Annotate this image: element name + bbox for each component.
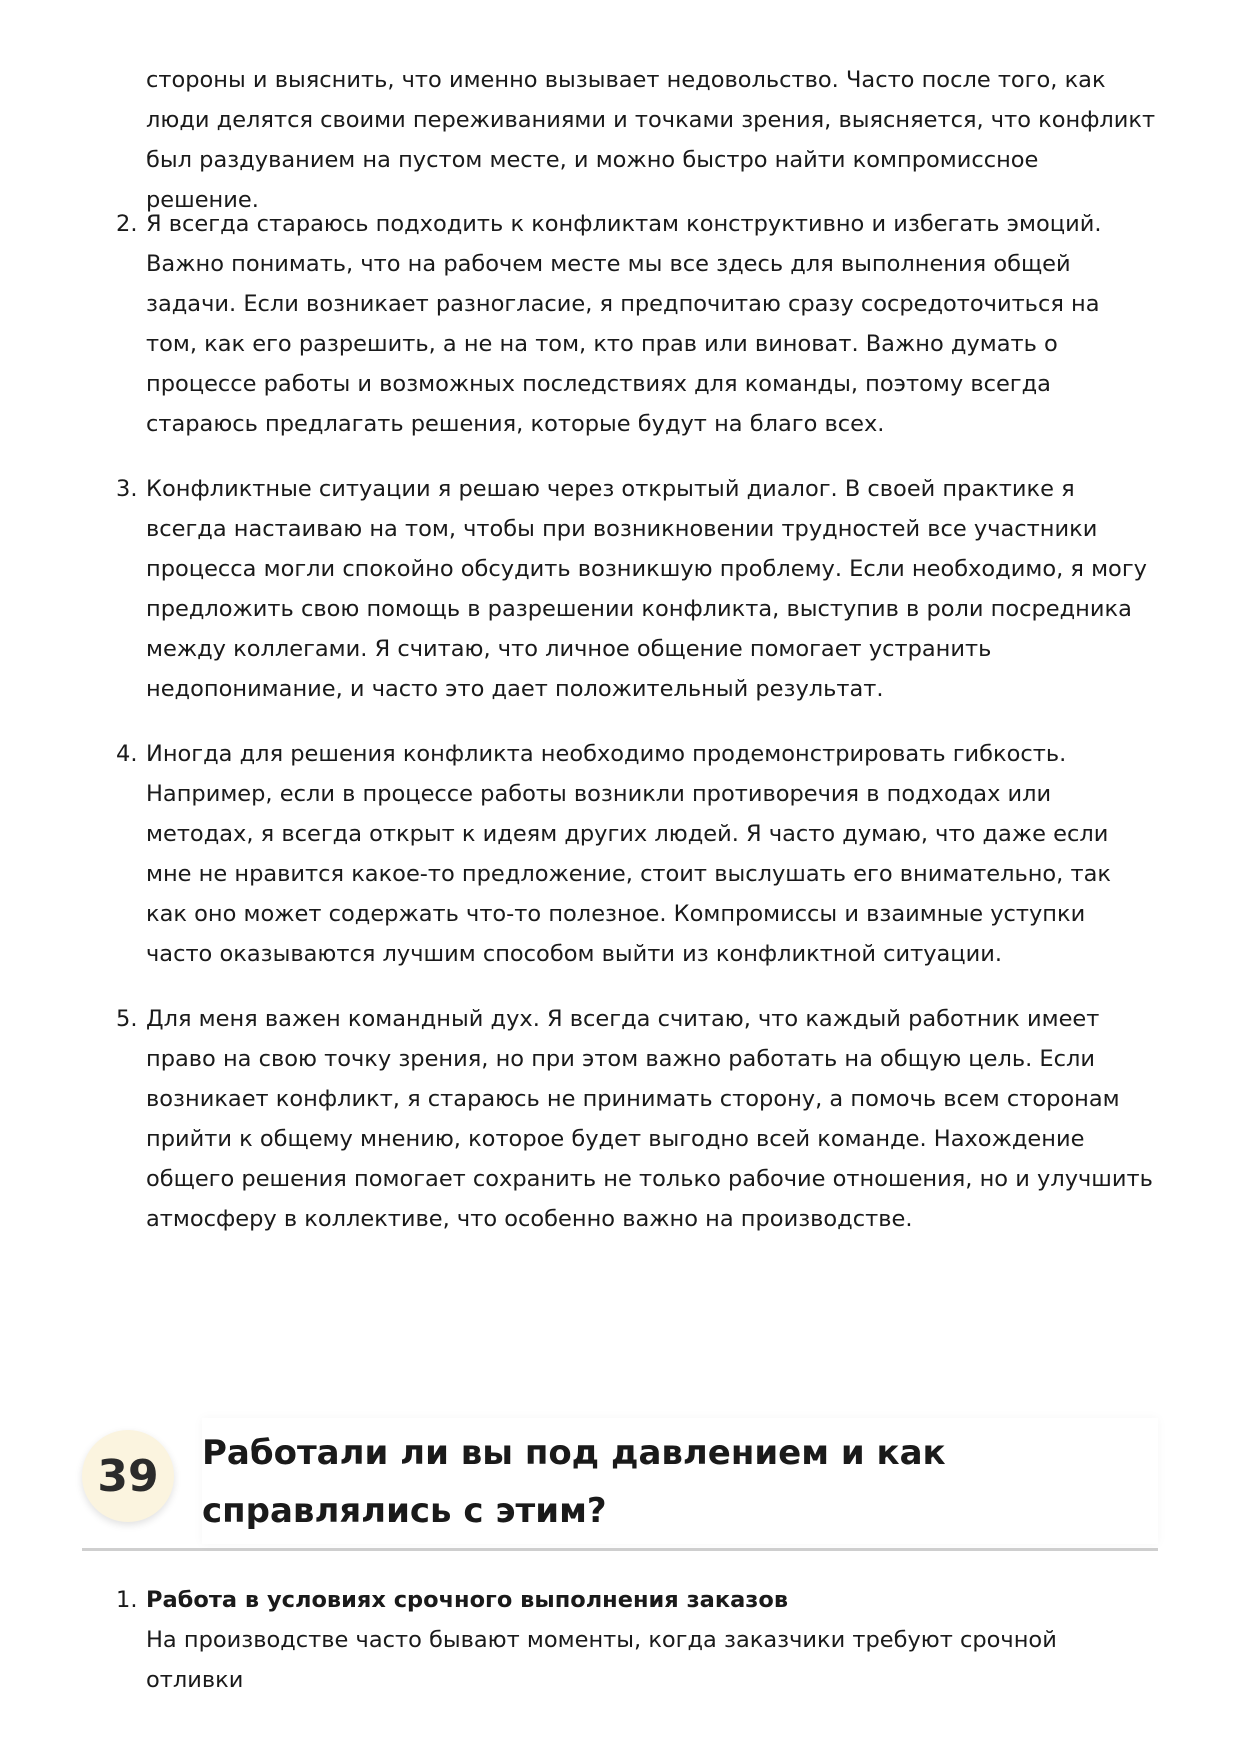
list-item [106,469,1156,709]
list-item-text: Для меня важен командный дух. Я всегда считаю, что каждый работник имеет право на свою точку зрения, но при этом важно работать на общую цель. Если возникает конфликт, я стараюсь не принимать сторону, а помочь всем сторонам прийти к общему мнению, которое будет выгодно всей команде. Нахождение общего решения помогает сохранить не только рабочие отношения, но и улучшить атмосферу в коллективе, что особенно важно на производстве. [146,1006,1153,1232]
question-title-box [202,1418,1158,1544]
list-item [106,204,1156,444]
list-item-text: На производстве часто бывают моменты, когда заказчики требуют срочной отливки [146,1627,1057,1693]
question-number-badge: 39 [82,1430,174,1522]
question-header [82,1418,1158,1551]
list-item [106,734,1156,974]
list-item-text: Конфликтные ситуации я решаю через открытый диалог. В своей практике я всегда настаиваю на том, чтобы при возникновении трудностей все участники процесса могли спокойно обсудить возникшую проблему. Если необходимо, я могу предложить свою помощь в разрешении конфликта, выступив в роли посредника между коллегами. Я считаю, что личное общение помогает устранить недопонимание, и часто это дает положительный результат. [146,476,1147,702]
next-answers-list [106,1580,1156,1700]
list-item-number: 3. [116,476,138,502]
list-item-number: 1. [116,1587,138,1613]
list-item-number: 4. [116,741,138,767]
continued-answer-text: стороны и выяснить, что именно вызывает недовольство. Часто после того, как люди делятся своими переживаниями и точками зрения, выясняется, что конфликт был раздуванием на пустом месте, и можно быстро найти компромиссное решение. [146,67,1156,213]
answers-list [106,204,1156,1264]
list-item-text: Я всегда стараюсь подходить к конфликтам конструктивно и избегать эмоций. Важно понимать, что на рабочем месте мы все здесь для выполнения общей задачи. Если возникает разногласие, я предпочитаю сразу сосредоточиться на том, как его разрешить, а не на том, кто прав или виноват. Важно думать о процессе работы и возможных последствиях для команды, поэтому всегда стараюсь предлагать решения, которые будут на благо всех. [146,211,1102,437]
list-item [106,999,1156,1239]
list-item-text: Иногда для решения конфликта необходимо продемонстрировать гибкость. Например, если в процессе работы возникли противоречия в подходах или методах, я всегда открыт к идеям других людей. Я часто думаю, что даже если мне не нравится какое-то предложение, стоит выслушать его внимательно, так как оно может содержать что-то полезное. Компромиссы и взаимные уступки часто оказываются лучшим способом выйти из конфликтной ситуации. [146,741,1111,967]
question-title: Работали ли вы под давлением и как справлялись с этим? [202,1433,946,1531]
list-item-heading: Работа в условиях срочного выполнения заказов [146,1587,789,1613]
list-item-number: 5. [116,1006,138,1032]
list-item [106,1580,1156,1700]
list-item-number: 2. [116,211,138,237]
